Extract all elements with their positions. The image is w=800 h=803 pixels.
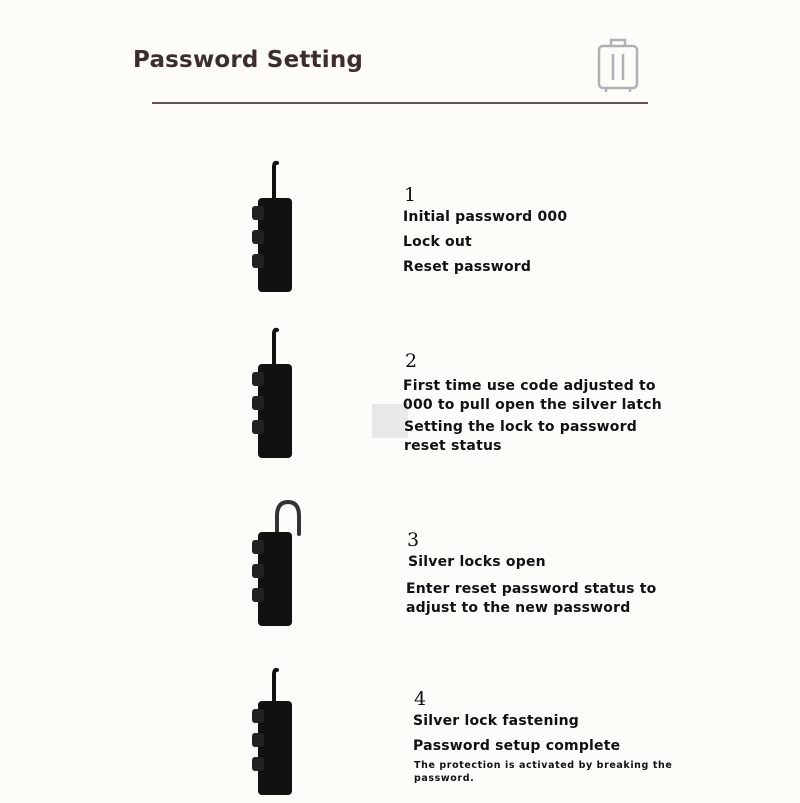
step-4-line-4: password.: [414, 773, 475, 784]
step-2-line-2: 000 to pull open the silver latch: [403, 397, 662, 413]
header-divider: [152, 102, 648, 104]
step-1-line-1: Initial password 000: [403, 209, 568, 225]
step-1-line-2: Lock out: [403, 234, 472, 250]
lock-open-icon: [244, 494, 304, 634]
page-title: Password Setting: [133, 47, 364, 73]
step-2-line-3: Setting the lock to password: [404, 419, 637, 435]
step-3-line-2: Enter reset password status to: [406, 581, 657, 597]
step-2-line-1: First time use code adjusted to: [403, 378, 656, 394]
lock-closed-icon: [244, 663, 304, 803]
step-4-line-2: Password setup complete: [413, 738, 621, 754]
lock-closed-icon: [244, 160, 304, 300]
step-number-4: 4: [414, 688, 427, 710]
step-3-line-1: Silver locks open: [408, 554, 546, 570]
lock-closed-icon: [244, 326, 304, 466]
luggage-icon: [596, 38, 640, 94]
step-4-line-3: The protection is activated by breaking the: [414, 760, 673, 771]
step-number-3: 3: [407, 529, 420, 551]
step-2-line-4: reset status: [404, 438, 502, 454]
step-number-1: 1: [404, 184, 417, 206]
step-number-2: 2: [405, 350, 418, 372]
step-4-line-1: Silver lock fastening: [413, 713, 579, 729]
step-3-line-3: adjust to the new password: [406, 600, 631, 616]
step-1-line-3: Reset password: [403, 259, 532, 275]
